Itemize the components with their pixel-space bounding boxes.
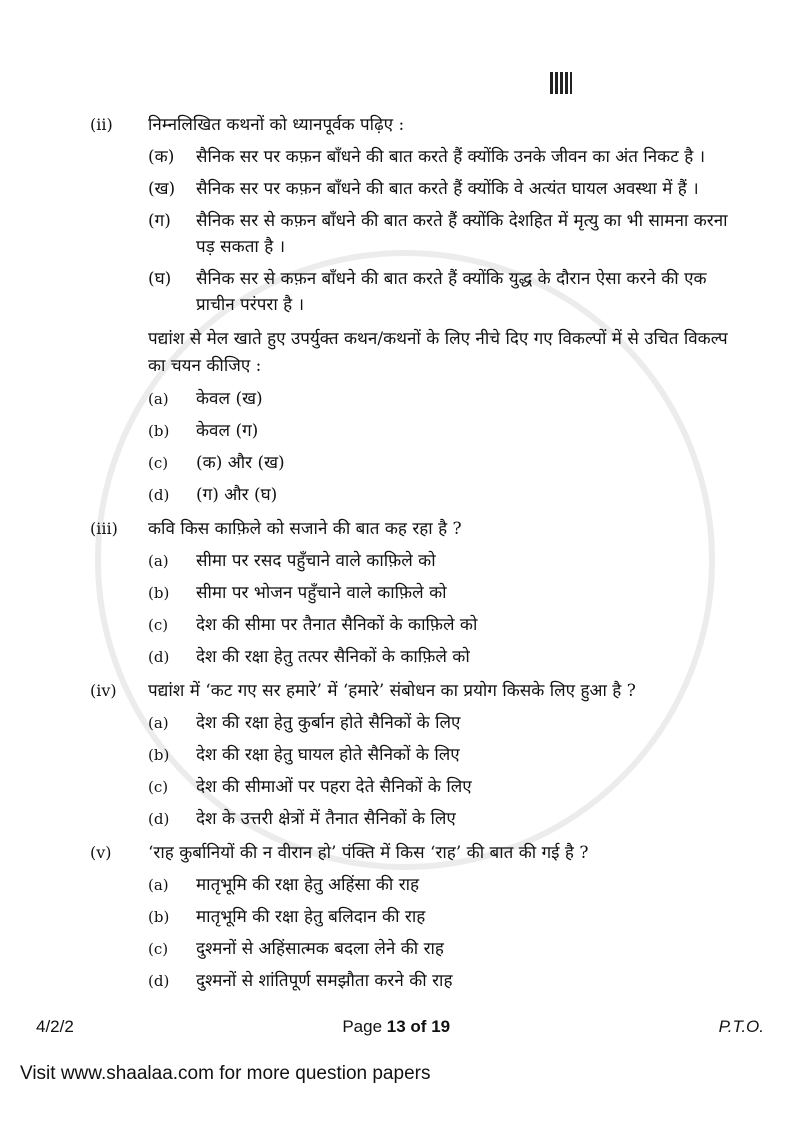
pto-label: P.T.O. xyxy=(718,1017,764,1036)
statement-text: सैनिक सर पर कफ़न बाँधने की बात करते हैं क्योंकि उनके जीवन का अंत निकट है । xyxy=(196,147,706,167)
instruction-text: पद्यांश से मेल खाते हुए उपर्युक्त कथन/कथनों के लिए नीचे दिए गए विकल्पों में से उचित विकल्प का चयन कीजिए : xyxy=(148,329,728,376)
question-number: (v) xyxy=(90,843,112,862)
option-label: (d) xyxy=(148,972,170,990)
option-text: सीमा पर भोजन पहुँचाने वाले काफ़िले को xyxy=(196,583,447,603)
statement-text: सैनिक सर से कफ़न बाँधने की बात करते हैं क्योंकि देशहित में मृत्यु का भी सामना करना पड़ सकता है । xyxy=(196,211,728,257)
option-text: सीमा पर रसद पहुँचाने वाले काफ़िले को xyxy=(196,551,436,571)
option-label: (c) xyxy=(148,454,169,472)
question-text: पद्यांश में ‘कट गए सर हमारे’ में ‘हमारे’ संबोधन का प्रयोग किसके लिए हुआ है ? xyxy=(148,681,636,701)
option-label: (b) xyxy=(148,746,170,764)
option-label: (a) xyxy=(148,876,169,894)
question-iv xyxy=(90,678,750,832)
page-total: 19 xyxy=(431,1017,451,1036)
question-iii xyxy=(90,516,750,670)
option-text: मातृभूमि की रक्षा हेतु अहिंसा की राह xyxy=(196,875,420,895)
question-text: ‘राह कुर्बानियों की न वीरान हो’ पंक्ति में किस ‘राह’ की बात की गई है ? xyxy=(148,843,589,863)
page-number xyxy=(342,1016,450,1038)
option-label: (a) xyxy=(148,552,169,570)
option-label: (c) xyxy=(148,616,169,634)
option-text: देश की सीमा पर तैनात सैनिकों के काफ़िले को xyxy=(196,615,478,635)
option-label: (d) xyxy=(148,648,170,666)
statement-label: (क) xyxy=(148,147,175,167)
option-text: दुश्मनों से अहिंसात्मक बदला लेने की राह xyxy=(196,939,444,959)
option-text: देश की रक्षा हेतु कुर्बान होते सैनिकों के लिए xyxy=(196,713,461,733)
question-ii xyxy=(90,112,750,508)
option-label: (d) xyxy=(148,486,170,504)
paper-code: 4/2/2 xyxy=(36,1017,74,1036)
question-text: निम्नलिखित कथनों को ध्यानपूर्वक पढ़िए : xyxy=(148,115,405,135)
option-label: (b) xyxy=(148,422,170,440)
statement-text: सैनिक सर पर कफ़न बाँधने की बात करते हैं क्योंकि वे अत्यंत घायल अवस्था में हैं । xyxy=(196,179,699,199)
option-label: (b) xyxy=(148,584,170,602)
option-label: (d) xyxy=(148,810,170,828)
statement-label: (ख) xyxy=(148,179,176,199)
option-text: मातृभूमि की रक्षा हेतु बलिदान की राह xyxy=(196,907,426,927)
question-number: (iii) xyxy=(90,519,118,538)
option-text: दुश्मनों से शांतिपूर्ण समझौता करने की राह xyxy=(196,971,453,991)
page-of: of xyxy=(405,1017,432,1036)
statement-label: (घ) xyxy=(148,269,172,289)
option-label: (b) xyxy=(148,908,170,926)
option-label: (a) xyxy=(148,714,169,732)
page-footer xyxy=(0,994,800,1038)
statement-text: सैनिक सर से कफ़न बाँधने की बात करते हैं क्योंकि युद्ध के दौरान ऐसा करने की एक प्राचीन परंपरा है । xyxy=(196,269,707,315)
option-label: (c) xyxy=(148,940,169,958)
option-text: (ग) और (घ) xyxy=(196,485,278,505)
option-label: (c) xyxy=(148,778,169,796)
option-text: देश की रक्षा हेतु तत्पर सैनिकों के काफ़िले को xyxy=(196,647,470,667)
option-text: केवल (ग) xyxy=(196,421,259,441)
question-v xyxy=(90,840,750,994)
page-current: 13 xyxy=(386,1017,406,1036)
option-text: देश की रक्षा हेतु घायल होते सैनिकों के लिए xyxy=(196,745,460,765)
visit-link[interactable]: Visit www.shaalaa.com for more question papers xyxy=(20,1063,431,1084)
question-number: (iv) xyxy=(90,681,117,700)
option-text: (क) और (ख) xyxy=(196,453,285,473)
option-label: (a) xyxy=(148,390,169,408)
page-prefix: Page xyxy=(342,1017,387,1036)
option-text: देश की सीमाओं पर पहरा देते सैनिकों के लिए xyxy=(196,777,472,797)
statement-label: (ग) xyxy=(148,211,171,231)
question-text: कवि किस काफ़िले को सजाने की बात कह रहा है ? xyxy=(148,519,462,539)
option-text: देश के उत्तरी क्षेत्रों में तैनात सैनिकों के लिए xyxy=(196,809,456,829)
option-text: केवल (ख) xyxy=(196,389,263,409)
question-number: (ii) xyxy=(90,115,113,134)
